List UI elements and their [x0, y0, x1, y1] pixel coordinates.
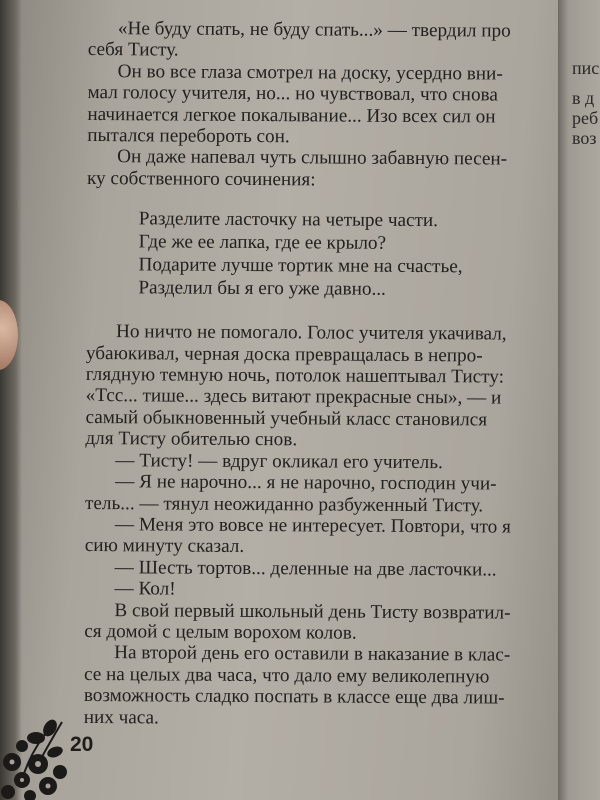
poem-line: Где же ее лапка, где ее крыло? [138, 231, 387, 255]
text-line: тель... — тянул неожиданно разбуженный Тисту. [84, 492, 484, 516]
paragraph [88, 18, 554, 64]
text-line: себя Тисту. [87, 39, 179, 61]
text-line: — Меня это вовсе не интересует. Повтори, что я [114, 514, 511, 538]
right-page-fragment: в д [572, 88, 595, 108]
paragraph [85, 557, 551, 581]
text-line: В свой первый школьный день Тисту возвратил- [114, 599, 511, 624]
poem-line: Разделите ласточку на четыре части. [138, 208, 439, 232]
paragraph [85, 471, 551, 517]
page-number: 20 [70, 733, 94, 756]
text-line: убаюкивал, черная доска превращалась в непро- [85, 342, 483, 367]
floral-ornament-icon [0, 712, 75, 800]
text-line: — Шесть тортов... деленные на две ласточки... [114, 556, 497, 581]
paragraph [85, 514, 551, 560]
paragraph [87, 146, 553, 192]
text-line: Он даже напевал чуть слышно забавную песен- [117, 146, 508, 170]
poem [138, 208, 553, 303]
book-edge-shadow [0, 0, 22, 800]
text-line: глядную темную ночь, потолок нашептывал Тисту: [85, 364, 505, 388]
poem-line: Подарите лучше тортик мне на счастье, [138, 254, 463, 278]
text-line: мал голосу учителя, но... но чувствовал, что снова [87, 82, 498, 106]
text-line: ку собственного сочинения: [86, 167, 316, 191]
text-line: «Тсс... тише... здесь витают прекрасные сны», — и [85, 385, 502, 410]
paragraph [84, 642, 551, 730]
text-line: — Кол! [114, 578, 176, 600]
paragraph [85, 450, 551, 474]
text-line: На второй день его оставили в наказание в клас- [114, 642, 511, 666]
paragraph [84, 578, 550, 602]
text-line: ся домой с целым ворохом колов. [84, 620, 357, 644]
paragraph [84, 600, 550, 646]
text-line: Но ничто не помогало. Голос учителя укачивал, [116, 321, 507, 345]
text-line: возможность сладко поспать в классе еще два лиш- [83, 685, 505, 709]
right-page-fragment: воз [572, 128, 597, 148]
text-line: — Тисту! — вдруг окликал его учитель. [115, 449, 443, 473]
right-page-fragment: пис [572, 58, 600, 78]
text-line: начинается легкое покалывание... Изо всех сил он [87, 103, 496, 128]
text-line: самый обыкновенный учебный класс становился [85, 406, 488, 431]
bottom-paragraphs [84, 321, 552, 731]
text-line: них часа. [83, 706, 159, 729]
text-line: «Не буду спать, не буду спать...» — твердил про [117, 18, 511, 42]
poem-line: Разделил бы я его уже давно... [138, 277, 386, 301]
text-line: сию минуту сказал. [84, 535, 245, 558]
right-page-edge [558, 0, 600, 800]
paragraph [85, 321, 552, 452]
text-line: Он во все глаза смотрел на доску, усердно вни- [117, 60, 503, 85]
right-page-fragment: реб [572, 108, 599, 128]
text-line: пытался перебороть сон. [87, 125, 290, 148]
text-line: — Я не нарочно... я не нарочно, господин учи- [115, 471, 497, 495]
paragraph [87, 61, 554, 149]
top-paragraphs [87, 18, 554, 192]
text-line: для Тисту обителью снов. [85, 428, 298, 451]
text-line: се на целых два часа, что дало ему великолепную [83, 663, 490, 688]
page-text [84, 18, 554, 731]
